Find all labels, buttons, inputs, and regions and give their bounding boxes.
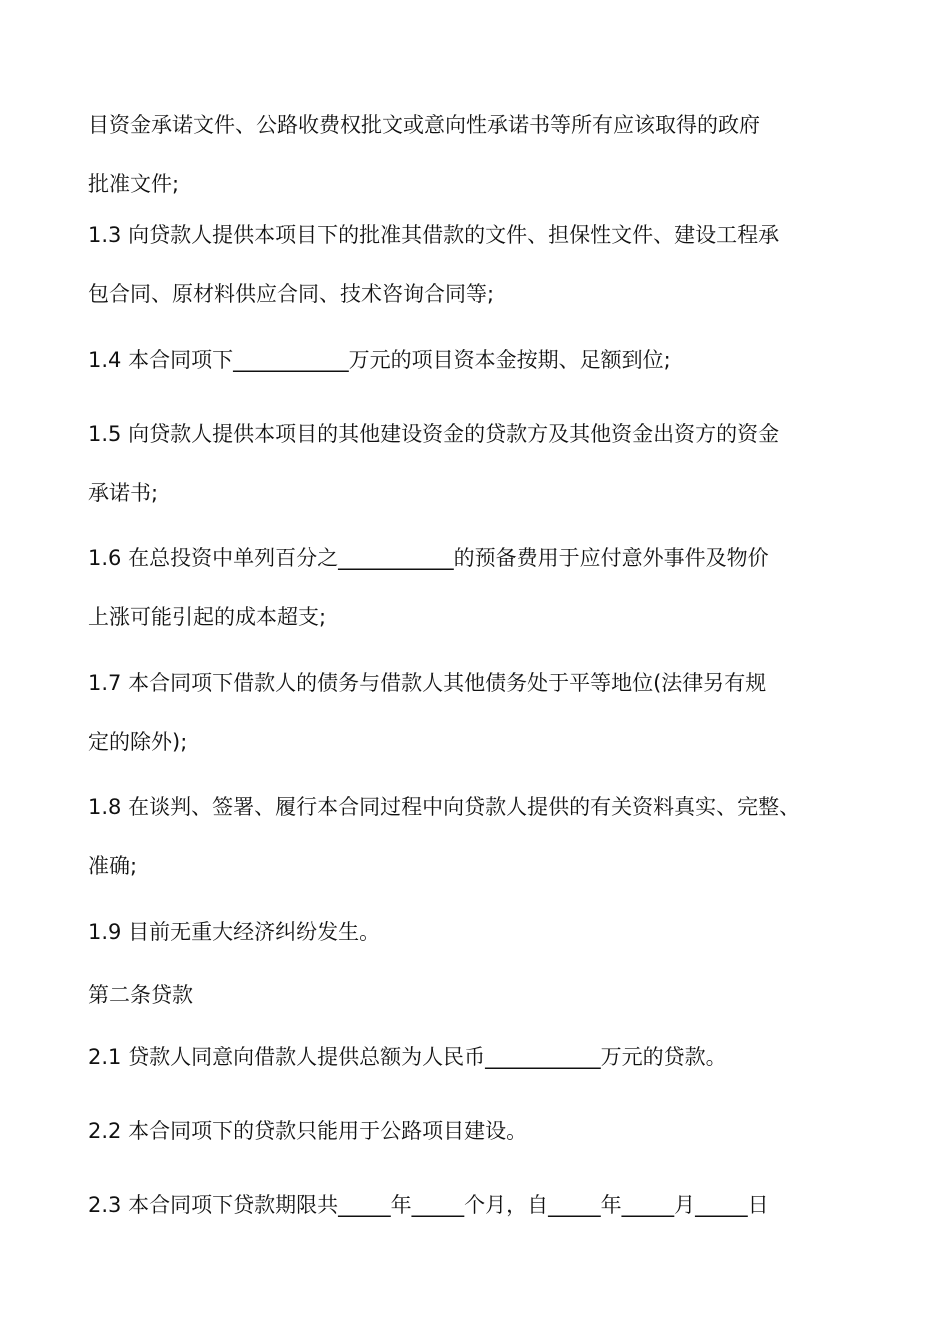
paragraph-1-8 [88, 778, 888, 896]
text-line: 1.9 目前无重大经济纠纷发生。 [88, 920, 381, 944]
paragraph-1-3 [88, 206, 888, 324]
text-line: 承诺书; [88, 481, 159, 505]
text-line: 1.7 本合同项下借款人的债务与借款人其他债务处于平等地位(法律另有规 [88, 671, 767, 695]
text-line: 1.6 在总投资中单列百分之___________的预备费用于应付意外事件及物价 [88, 546, 769, 570]
section-heading-article-2 [88, 966, 888, 1025]
paragraph-1-5 [88, 405, 888, 523]
text-line: 1.4 本合同项下___________万元的项目资本金按期、足额到位; [88, 348, 671, 372]
text-line: 1.5 向贷款人提供本项目的其他建设资金的贷款方及其他资金出资方的资金 [88, 422, 780, 446]
paragraph-1-6 [88, 529, 888, 647]
section-heading: 第二条贷款 [88, 983, 193, 1007]
text-line: 2.3 本合同项下贷款期限共_____年_____个月，自_____年_____月_____日 [88, 1193, 769, 1217]
text-line: 包合同、原材料供应合同、技术咨询合同等; [88, 282, 495, 306]
paragraph-2-2 [88, 1102, 888, 1161]
text-line: 上涨可能引起的成本超支; [88, 605, 327, 629]
paragraph-1-9 [88, 903, 888, 962]
paragraph-1-7 [88, 654, 888, 772]
paragraph-1-4 [88, 331, 888, 390]
text-line: 1.3 向贷款人提供本项目下的批准其借款的文件、担保性文件、建设工程承 [88, 223, 780, 247]
text-line: 目资金承诺文件、公路收费权批文或意向性承诺书等所有应该取得的政府 [88, 113, 760, 137]
text-line: 2.1 贷款人同意向借款人提供总额为人民币___________万元的贷款。 [88, 1045, 727, 1069]
text-line: 1.8 在谈判、签署、履行本合同过程中向贷款人提供的有关资料真实、完整、 [88, 795, 801, 819]
text-line: 准确; [88, 854, 138, 878]
paragraph-2-1 [88, 1028, 888, 1087]
paragraph-1-2-continued [88, 96, 888, 214]
paragraph-2-3 [88, 1176, 888, 1235]
text-line: 2.2 本合同项下的贷款只能用于公路项目建设。 [88, 1119, 528, 1143]
text-line: 定的除外); [88, 730, 188, 754]
text-line: 批准文件; [88, 172, 180, 196]
